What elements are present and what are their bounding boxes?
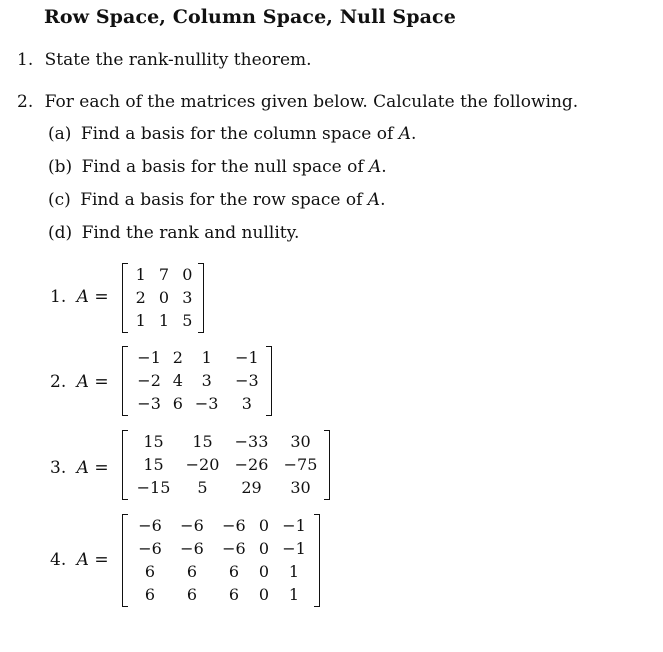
part-text: Find a basis for the row space of bbox=[80, 190, 363, 210]
matrix-2-label bbox=[50, 372, 109, 392]
part-label: (d) bbox=[48, 223, 73, 243]
left-bracket bbox=[122, 430, 128, 500]
part-text: Find the rank and nullity. bbox=[81, 223, 300, 243]
matrix-cell: 1 bbox=[288, 585, 300, 604]
matrix-number: 3. bbox=[50, 458, 67, 478]
matrix-cell: −1 bbox=[282, 539, 306, 558]
matrix-equals: = bbox=[94, 287, 109, 307]
question-1 bbox=[17, 50, 312, 70]
matrix-cell: 6 bbox=[186, 562, 198, 581]
left-bracket bbox=[122, 263, 128, 333]
part-d bbox=[48, 223, 299, 243]
matrix-equals: = bbox=[94, 372, 109, 392]
matrix-cell: 15 bbox=[143, 455, 164, 474]
matrix-cell: −75 bbox=[283, 455, 318, 474]
part-a bbox=[48, 124, 416, 144]
matrix-cell: −3 bbox=[194, 394, 219, 413]
matrix-cell: 1 bbox=[135, 311, 146, 330]
matrix-cell: 0 bbox=[258, 516, 270, 535]
matrix-cell: 0 bbox=[158, 288, 170, 307]
matrix-cell: 5 bbox=[182, 311, 193, 330]
matrix-4 bbox=[122, 514, 320, 607]
matrix-equals: = bbox=[94, 550, 109, 570]
part-label: (b) bbox=[48, 157, 73, 177]
part-label: (c) bbox=[48, 190, 71, 210]
matrix-cell: 7 bbox=[158, 265, 170, 284]
matrix-row bbox=[129, 263, 199, 286]
matrix-cell: 30 bbox=[290, 432, 311, 451]
part-end: . bbox=[410, 124, 417, 144]
matrix-1-label bbox=[50, 287, 109, 307]
matrix-number: 2. bbox=[50, 372, 67, 392]
matrix-cell: 4 bbox=[172, 371, 183, 390]
matrix-row bbox=[129, 392, 267, 415]
part-text: Find a basis for the null space of bbox=[81, 157, 364, 177]
matrix-row bbox=[129, 286, 199, 309]
matrix-row bbox=[129, 583, 315, 606]
matrix-cell: 1 bbox=[288, 562, 300, 581]
question-text: For each of the matrices given below. Calculate the following. bbox=[44, 92, 579, 112]
part-label: (a) bbox=[48, 124, 72, 144]
left-bracket bbox=[122, 514, 128, 607]
question-number: 1. bbox=[17, 50, 34, 70]
matrix-row bbox=[129, 346, 267, 369]
question-number: 2. bbox=[17, 92, 34, 112]
matrix-row bbox=[129, 476, 325, 499]
matrix-cell: 6 bbox=[144, 562, 156, 581]
matrix-cell: 15 bbox=[143, 432, 164, 451]
matrix-cell: −26 bbox=[234, 455, 269, 474]
matrix-equals: = bbox=[94, 458, 109, 478]
matrix-cell: −15 bbox=[136, 478, 171, 497]
matrix-var: A bbox=[76, 550, 89, 570]
matrix-number: 1. bbox=[50, 287, 67, 307]
matrix-cell: 6 bbox=[228, 562, 240, 581]
matrix-cell: −6 bbox=[138, 516, 162, 535]
matrix-cell: −1 bbox=[282, 516, 306, 535]
question-2 bbox=[17, 92, 578, 112]
matrix-row bbox=[129, 453, 325, 476]
matrix-row bbox=[129, 560, 315, 583]
matrix-cell: −6 bbox=[222, 539, 246, 558]
matrix-cell: −6 bbox=[222, 516, 246, 535]
matrix-cell: 1 bbox=[135, 265, 146, 284]
matrix-cell: −6 bbox=[180, 516, 204, 535]
matrix-row bbox=[129, 309, 199, 332]
matrix-cell: 30 bbox=[290, 478, 311, 497]
matrix-cell: −6 bbox=[138, 539, 162, 558]
matrix-cell: 1 bbox=[201, 348, 212, 367]
matrix-cell: 6 bbox=[144, 585, 156, 604]
matrix-cell: 6 bbox=[228, 585, 240, 604]
matrix-row bbox=[129, 369, 267, 392]
matrix-var: A bbox=[76, 372, 89, 392]
part-end: . bbox=[380, 190, 386, 210]
matrix-cell: −2 bbox=[137, 371, 161, 390]
matrix-cell: 5 bbox=[197, 478, 208, 497]
matrix-number: 4. bbox=[50, 550, 67, 570]
matrix-cell: 0 bbox=[258, 585, 270, 604]
part-var: A bbox=[367, 190, 381, 210]
part-end: . bbox=[381, 157, 387, 177]
matrix-cell: −3 bbox=[137, 394, 161, 413]
matrix-cell: 2 bbox=[172, 348, 183, 367]
matrix-cell: 15 bbox=[192, 432, 213, 451]
matrix-cell: 3 bbox=[241, 394, 252, 413]
matrix-var: A bbox=[76, 287, 89, 307]
part-var: A bbox=[398, 124, 411, 144]
matrix-var: A bbox=[76, 458, 89, 478]
part-b bbox=[48, 157, 387, 177]
matrix-4-table bbox=[129, 514, 315, 606]
matrix-cell: 6 bbox=[172, 394, 183, 413]
matrix-cell: 0 bbox=[258, 539, 270, 558]
matrix-cell: −33 bbox=[234, 432, 269, 451]
matrix-1 bbox=[122, 263, 204, 333]
matrix-4-label bbox=[50, 550, 109, 570]
matrix-cell: 6 bbox=[186, 585, 198, 604]
part-var: A bbox=[369, 157, 382, 177]
matrix-3-label bbox=[50, 458, 109, 478]
matrix-cell: −6 bbox=[180, 539, 204, 558]
matrix-cell: 1 bbox=[158, 311, 170, 330]
matrix-cell: −1 bbox=[137, 348, 161, 367]
matrix-1-table bbox=[129, 263, 199, 332]
part-c bbox=[48, 190, 385, 210]
matrix-cell: 29 bbox=[241, 478, 262, 497]
matrix-cell: 0 bbox=[182, 265, 193, 284]
page-title: Row Space, Column Space, Null Space bbox=[44, 6, 456, 28]
matrix-cell: 3 bbox=[201, 371, 212, 390]
left-bracket bbox=[122, 346, 128, 416]
matrix-cell: 2 bbox=[135, 288, 146, 307]
question-text: State the rank-nullity theorem. bbox=[44, 50, 312, 70]
matrix-cell: −20 bbox=[185, 455, 220, 474]
matrix-cell: −3 bbox=[235, 371, 259, 390]
matrix-row bbox=[129, 514, 315, 537]
matrix-cell: −1 bbox=[235, 348, 259, 367]
matrix-3-table bbox=[129, 430, 325, 499]
matrix-3 bbox=[122, 430, 330, 500]
matrix-row bbox=[129, 430, 325, 453]
part-text: Find a basis for the column space of bbox=[80, 124, 394, 144]
matrix-row bbox=[129, 537, 315, 560]
matrix-cell: 3 bbox=[182, 288, 193, 307]
matrix-2-table bbox=[129, 346, 267, 415]
matrix-cell: 0 bbox=[258, 562, 270, 581]
matrix-2 bbox=[122, 346, 272, 416]
